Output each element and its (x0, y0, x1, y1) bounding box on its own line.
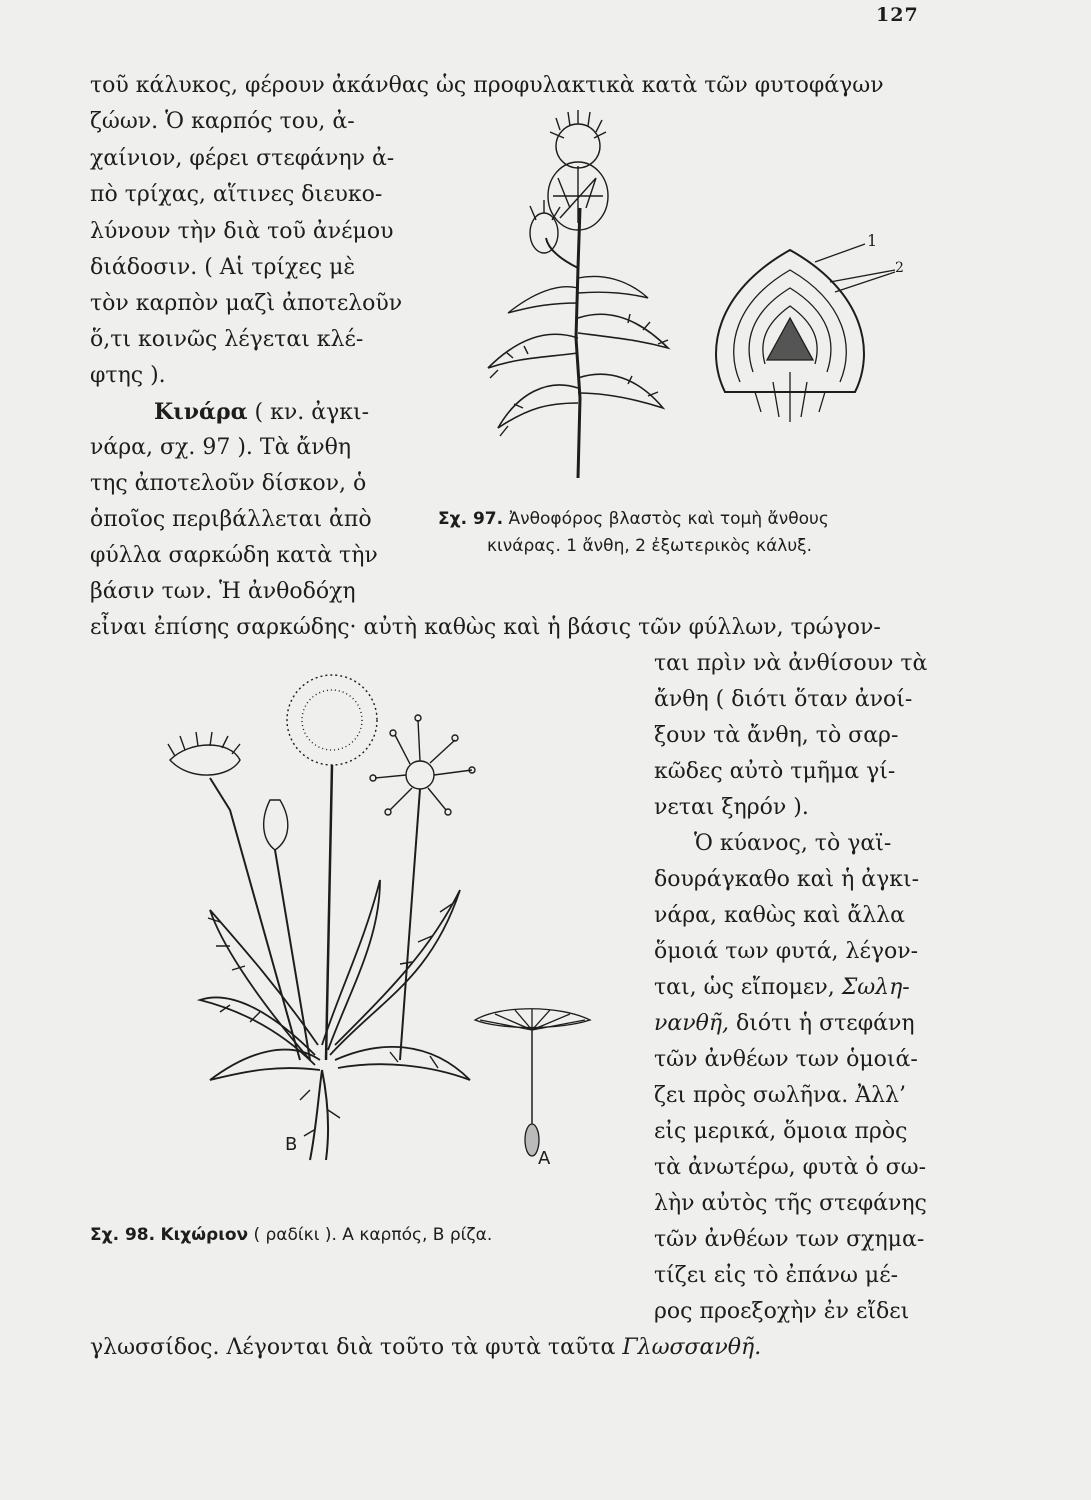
artichoke-shoot-illustration (478, 108, 688, 483)
text-line-14: φύλλα σαρκώδη κατὰ τὴν (90, 543, 378, 568)
right-line-13: ζει πρὸς σωλῆνα. Ἀλλ’ (654, 1083, 906, 1108)
right-line-18: τίζει εἰς τὸ ἐπάνω μέ- (654, 1263, 899, 1288)
term-kinara: Κινάρα (154, 399, 248, 425)
fig98-caption (90, 1224, 492, 1246)
text-line-8: ὅ,τι κοινῶς λέγεται κλέ- (90, 327, 364, 352)
term-solinanthi-part1: Σωλη- (841, 975, 910, 1000)
right-line-5: νεται ξηρόν ). (654, 795, 809, 820)
right-line-3: ξουν τὰ ἄνθη, τὸ σαρ- (654, 723, 899, 748)
text-line-5: λύνουν τὴν διὰ τοῦ ἀνέμου (90, 219, 394, 244)
text-line-10-rest: ( κν. ἀγκι- (247, 400, 370, 425)
fig97-number: Σχ. 97. (438, 509, 504, 529)
chicory-seed-illustration (470, 1000, 595, 1170)
text-line-9: φτης ). (90, 363, 166, 388)
right-line-7: δουράγκαθο καὶ ἡ ἀγκι- (654, 867, 920, 892)
right-line-4: κῶδες αὐτὸ τμῆμα γί- (654, 759, 896, 784)
right-line-8: νάρα, καθὼς καὶ ἄλλα (654, 903, 905, 928)
fig98-caption-text: ( ραδίκι ). Α καρπός, Β ρίζα. (248, 1225, 493, 1245)
term-glossanthi: Γλωσσανθῆ. (622, 1335, 762, 1360)
right-line-17: τῶν ἀνθέων των σχημα- (654, 1227, 925, 1252)
text-line-13: ὁποῖος περιβάλλεται ἀπὸ (90, 507, 372, 532)
text-line-7: τὸν καρπὸν μαζὶ ἀποτελοῦν (90, 291, 403, 316)
chicory-plant-illustration (150, 660, 490, 1170)
text-line-last-text: γλωσσίδος. Λέγονται διὰ τοῦτο τὰ φυτὰ ταῦτα (90, 1335, 623, 1360)
right-line-12: τῶν ἀνθέων των ὁμοιά- (654, 1047, 918, 1072)
right-line-11 (654, 1010, 915, 1038)
right-line-10 (654, 974, 910, 1002)
right-line-16: λὴν αὐτὸς τῆς στεφάνης (654, 1191, 927, 1216)
label-A: Α (538, 1148, 551, 1169)
text-line-16: εἶναι ἐπίσης σαρκώδης· αὐτὴ καθὼς καὶ ἡ βάσις τῶν φύλλων, τρώγον- (90, 615, 881, 640)
right-line-2: ἄνθη ( διότι ὅταν ἀνοί- (654, 687, 913, 712)
text-line-1: τοῦ κάλυκος, φέρουν ἀκάνθας ὡς προφυλακτικὰ κατὰ τῶν φυτοφάγων (90, 73, 884, 98)
right-line-1: ται πρὶν νὰ ἀνθίσουν τὰ (654, 651, 928, 676)
text-line-last (90, 1334, 761, 1362)
fig98-number: Σχ. 98. (90, 1225, 156, 1245)
text-line-2: ζώων. Ὁ καρπός του, ἀ- (90, 109, 355, 134)
fig97-caption-line-2: κινάρας. 1 ἄνθη, 2 ἐξωτερικὸς κάλυξ. (487, 536, 813, 556)
text-line-4: πὸ τρίχας, αἵτινες διευκο- (90, 182, 383, 207)
right-line-15: τὰ ἀνωτέρω, φυτὰ ὁ σω- (654, 1155, 927, 1180)
artichoke-section-illustration (695, 232, 910, 432)
text-line-3: χαίνιον, φέρει στεφάνην ἀ- (90, 146, 395, 171)
text-line-15: βάσιν των. Ἡ ἀνθοδόχη (90, 579, 356, 604)
right-line-11-text: διότι ἡ στεφάνη (729, 1011, 915, 1036)
term-solinanthi-part2: νανθῆ, (654, 1011, 730, 1036)
text-line-6: διάδοσιν. ( Αἱ τρίχες μὲ (90, 255, 356, 280)
text-line-12: της ἀποτελοῦν δίσκον, ὁ (90, 471, 367, 496)
label-B: Β (285, 1134, 298, 1155)
fig97-caption-line-1 (438, 508, 829, 530)
text-line-11: νάρα, σχ. 97 ). Τὰ ἄνθη (90, 435, 352, 460)
label-2: 2 (895, 260, 904, 276)
fig97-caption-text-1: Ἀνθοφόρος βλαστὸς καὶ τομὴ ἄνθους (508, 509, 829, 529)
right-line-6: Ὁ κύανος, τὸ γαϊ- (694, 831, 892, 856)
label-1: 1 (867, 232, 878, 250)
text-line-10 (154, 398, 369, 427)
right-line-9: ὅμοιά των φυτά, λέγον- (654, 939, 919, 964)
fig98-name: Κιχώριον (160, 1225, 249, 1245)
right-line-19: ρος προεξοχὴν ἐν εἴδει (654, 1299, 910, 1324)
right-line-14: εἰς μερικά, ὅμοια πρὸς (654, 1119, 908, 1144)
page-number: 127 (876, 4, 919, 26)
right-line-10-text: ται, ὡς εἴπομεν, (654, 975, 842, 1000)
